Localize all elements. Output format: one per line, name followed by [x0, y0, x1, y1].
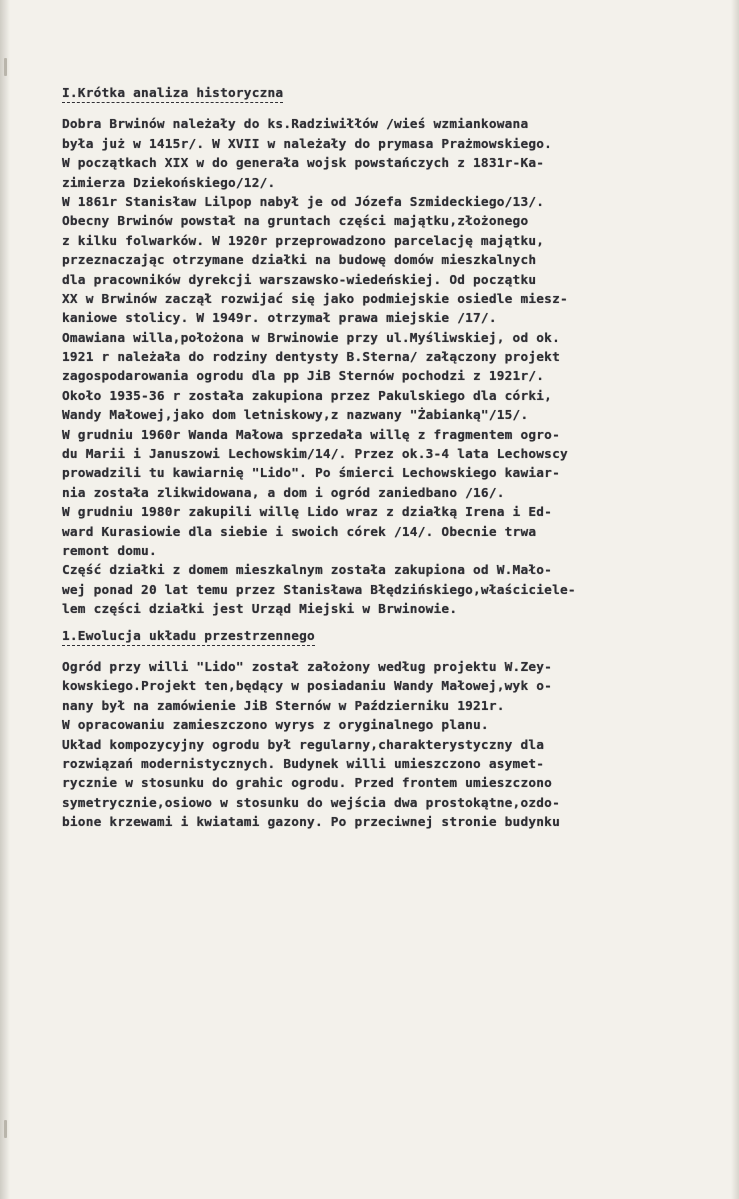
text-line: 1921 r należała do rodziny dentysty B.Sterna/ załączony projekt	[62, 350, 560, 366]
text-line: W opracowaniu zamieszczono wyrys z oryginalnego planu.	[62, 718, 489, 734]
text-line: zagospodarowania ogrodu dla pp JiB Sternów pochodzi z 1921r/.	[62, 369, 545, 385]
text-line: Układ kompozycyjny ogrodu był regularny,charakterystyczny dla	[62, 737, 545, 753]
text-line: dla pracowników dyrekcji warszawsko-wiedeńskiej. Od początku	[62, 272, 537, 288]
text-line: wej ponad 20 lat temu przez Stanisława Błędzińskiego,właściciele-	[62, 582, 576, 598]
text-line: zimierza Dziekońskiego/12/.	[62, 175, 276, 191]
section-heading-spatial-evolution: 1.Ewolucja układu przestrzennego	[62, 628, 315, 644]
page-edge-shadow	[0, 0, 10, 1199]
text-line: nia została zlikwidowana, a dom i ogród zaniedbano /16/.	[62, 485, 505, 501]
text-line: nany był na zamówienie JiB Sternów w Październiku 1921r.	[62, 698, 505, 714]
text-line: W grudniu 1980r zakupili willę Lido wraz z działką Irena i Ed-	[62, 505, 553, 521]
binding-mark	[4, 1120, 7, 1138]
text-line: W grudniu 1960r Wanda Małowa sprzedała willę z fragmentem ogro-	[62, 427, 560, 443]
text-line: Około 1935-36 r została zakupiona przez Pakulskiego dla córki,	[62, 388, 553, 404]
text-line: W początkach XIX w do generała wojsk powstańczych z 1831r-Ka-	[62, 156, 545, 172]
text-line: Dobra Brwinów należały do ks.Radziwiłłów /wieś wzmiankowana	[62, 117, 529, 133]
text-line: W 1861r Stanisław Lilpop nabył je od Józefa Szmideckiego/13/.	[62, 194, 545, 210]
section-spatial-evolution-body	[62, 658, 736, 833]
binding-mark	[4, 58, 7, 76]
text-line: Wandy Małowej,jako dom letniskowy,z nazwany "Żabianką"/15/.	[62, 408, 529, 424]
text-line: du Marii i Januszowi Lechowskim/14/. Przez ok.3-4 lata Lechowscy	[62, 447, 568, 463]
text-line: bione krzewami i kwiatami gazony. Po przeciwnej stronie budynku	[62, 815, 560, 831]
text-line: lem części działki jest Urząd Miejski w Brwinowie.	[62, 602, 458, 618]
text-line: ward Kurasiowie dla siebie i swoich córek /14/. Obecnie trwa	[62, 524, 537, 540]
text-line: przeznaczając otrzymane działki na budowę domów mieszkalnych	[62, 253, 537, 269]
section-heading-historical-analysis: I.Krótka analiza historyczna	[62, 86, 284, 101]
text-line: kaniowe stolicy. W 1949r. otrzymał prawa miejskie /17/.	[62, 311, 497, 327]
text-line: była już w 1415r/. W XVII w należały do prymasa Prażmowskiego.	[62, 136, 553, 152]
text-line: Omawiana willa,położona w Brwinowie przy ul.Myśliwskiej, od ok.	[62, 330, 560, 346]
text-line: Ogród przy willi "Lido" został założony według projektu W.Zey-	[62, 659, 553, 675]
text-line: XX w Brwinów zaczął rozwijać się jako podmiejskie osiedle miesz-	[62, 291, 568, 307]
text-line: remont domu.	[62, 543, 157, 559]
section-heading-row	[62, 627, 736, 646]
text-line: prowadzili tu kawiarnię "Lido". Po śmierci Lechowskiego kawiar-	[62, 466, 560, 482]
typewritten-text	[62, 84, 736, 832]
text-line: symetrycznie,osiowo w stosunku do wejścia dwa prostokątne,ozdo-	[62, 795, 560, 811]
text-line: Część działki z domem mieszkalnym została zakupiona od W.Mało-	[62, 563, 553, 579]
text-line: Obecny Brwinów powstał na gruntach części majątku,złożonego	[62, 214, 529, 230]
text-line: rycznie w stosunku do grahic ogrodu. Przed frontem umieszczono	[62, 776, 553, 792]
text-line: kowskiego.Projekt ten,będący w posiadaniu Wandy Małowej,wyk o-	[62, 679, 553, 695]
section-historical-analysis-body	[62, 115, 736, 619]
text-line: rozwiązań modernistycznych. Budynek willi umieszczono asymet-	[62, 756, 545, 772]
text-line: z kilku folwarków. W 1920r przeprowadzono parcelację majątku,	[62, 233, 545, 249]
section-heading-row	[62, 84, 736, 103]
